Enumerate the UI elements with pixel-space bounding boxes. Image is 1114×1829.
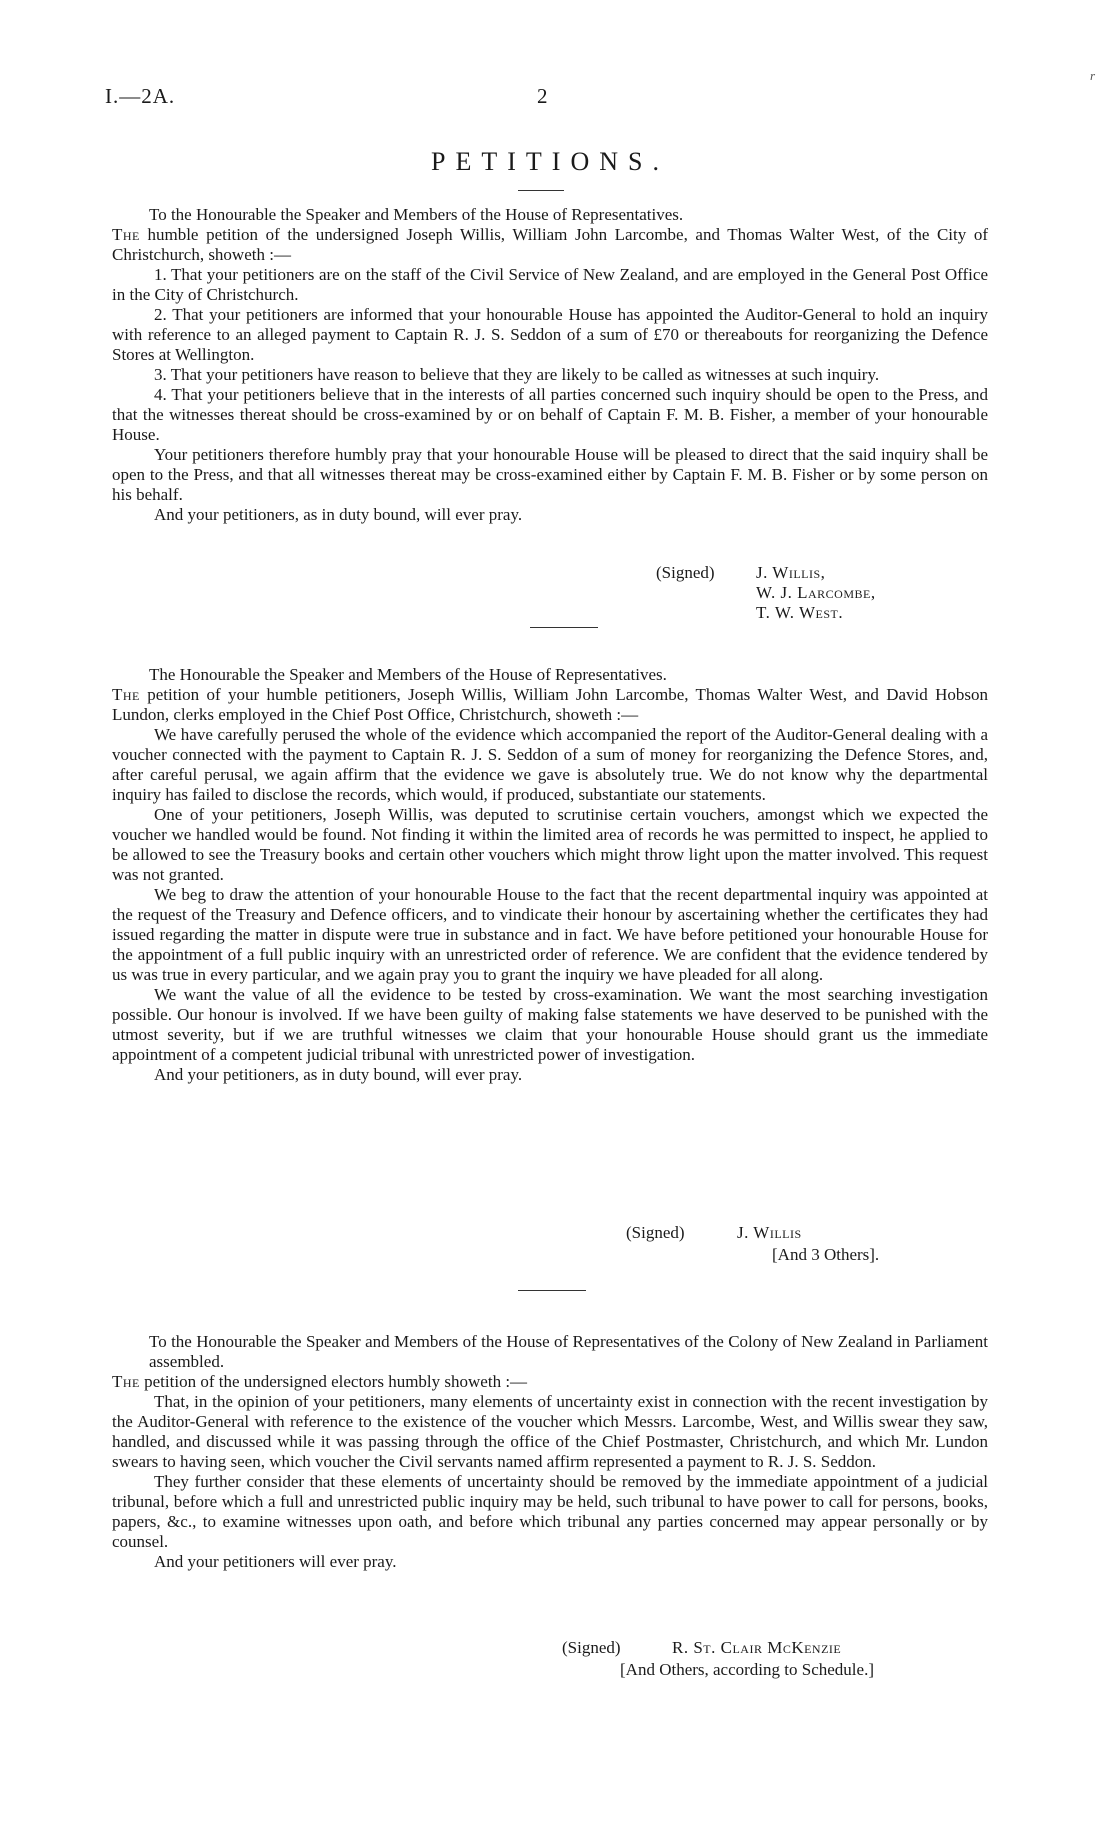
petition-3-signatory: R. St. Clair McKenzie [672,1638,842,1657]
petition-1-address: To the Honourable the Speaker and Members of the House of Representatives. [149,205,684,224]
petition-1-paragraph: Your petitioners therefore humbly pray that your honourable House will be pleased to direct that the said inquiry shall be open to the Press, and that all witnesses thereat may be cross-examined either by Captain F. M. B. Fisher or by some person on his behalf. [112,445,988,504]
petition-2-signatory: J. Willis [737,1223,802,1242]
petition-3-signed-label: (Signed) [562,1638,621,1657]
petition-1-paragraph: 3. That your petitioners have reason to believe that they are likely to be called as witnesses at such inquiry. [154,365,880,384]
petition-2-signed-label: (Signed) [626,1223,685,1242]
signatory: T. W. West. [756,603,844,622]
corner-mark: r [1090,68,1096,83]
petition-1-paragraph: 4. That your petitioners believe that in the interests of all parties concerned such inquiry should be open to the Press, and that the witnesses thereat should be cross-examined by or on behalf of Captain F. M. B. Fisher, a member of your honourable House. [112,385,988,444]
title-rule [518,190,564,191]
petition-3-paragraph: They further consider that these elements of uncertainty should be removed by the immediate appointment of a judicial tribunal, before which a full and unrestricted public inquiry may be held, such tribunal to have power to call for persons, books, papers, &c., to examine witnesses upon oath, and before which tribunal any parties concerned may appear personally or by counsel. [112,1472,988,1551]
petition-1-opening: The humble petition of the undersigned Joseph Willis, William John Larcombe, and Thomas Walter West, of the City of Christchurch, showeth :— [112,225,988,264]
petition-1-signatories [756,563,876,623]
petition-3 [112,1332,988,1572]
petition-2-others: [And 3 Others]. [772,1245,880,1264]
paper-reference: I.—2A. [105,84,176,108]
signatory: W. J. Larcombe, [756,583,876,602]
petition-2-address: The Honourable the Speaker and Members of the House of Representatives. [149,665,667,684]
page-header [105,84,988,110]
petition-2 [112,665,988,1085]
petition-1-paragraph: 2. That your petitioners are informed that your honourable House has appointed the Auditor-General to hold an inquiry with reference to an alleged payment to Captain R. J. S. Seddon of a sum of £70 or thereabouts for reorganizing the Defence Stores at Wellington. [112,305,988,364]
petition-3-address: To the Honourable the Speaker and Members of the House of Representatives of the Colony of New Zealand in Parliament assembled. [149,1332,988,1371]
section-rule [518,1290,586,1291]
petition-3-opening: The petition of the undersigned electors humbly showeth :— [112,1372,528,1391]
petition-2-paragraph: We beg to draw the attention of your honourable House to the fact that the recent departmental inquiry was appointed at the request of the Treasury and Defence officers, and to vindicate their honour by ascertaining whether the certificates they had issued regarding the matter in dispute were true in substance and in fact. We have before petitioned your honourable House for the appointment of a full public inquiry with an unrestricted order of reference. We are confident that the evidence tendered by us was true in every particular, and we again pray you to grant the inquiry we have pleaded for all along. [112,885,988,984]
petition-1 [112,205,988,525]
page-title: PETITIONS. [431,147,669,176]
petition-2-opening: The petition of your humble petitioners, Joseph Willis, William John Larcombe, Thomas Walter West, and David Hobson Lundon, clerks employed in the Chief Post Office, Christchurch, showeth :— [112,685,988,724]
petition-1-paragraph: And your petitioners, as in duty bound, will ever pray. [154,505,523,524]
petition-3-paragraph: That, in the opinion of your petitioners, many elements of uncertainty exist in connection with the recent investigation by the Auditor-General with reference to the existence of the voucher which Messrs. Larcombe, West, and Willis swear they saw, handled, and discussed while it was passing through the office of the Chief Postmaster, Christchurch, and which Mr. Lundon swears to having seen, which voucher the Civil servants named affirm represented a payment to R. J. S. Seddon. [112,1392,988,1471]
petition-3-others: [And Others, according to Schedule.] [620,1660,874,1679]
petition-2-paragraph: One of your petitioners, Joseph Willis, was deputed to scrutinise certain vouchers, amongst which we expected the voucher we handled would be found. Not finding it within the limited area of records he was permitted to inspect, he applied to be allowed to see the Treasury books and certain other vouchers which might throw light upon the matter involved. This request was not granted. [112,805,988,884]
page-number: 2 [537,84,548,108]
petition-2-paragraph: We want the value of all the evidence to be tested by cross-examination. We want the most searching investigation possible. Our honour is involved. If we have been guilty of making false statements we have deserved to be punished with the utmost severity, but if we are truthful witnesses we claim that your honourable House should grant us the immediate appointment of a competent judicial tribunal with unrestricted power of investigation. [112,985,988,1064]
petition-2-paragraph: We have carefully perused the whole of the evidence which accompanied the report of the Auditor-General dealing with a voucher connected with the payment to Captain R. J. S. Seddon of a sum of money for reorganizing the Defence Stores, and, after careful perusal, we again affirm that the evidence we gave is absolutely true. We do not know why the departmental inquiry has failed to disclose the records, which would, if produced, substantiate our statements. [112,725,988,804]
petition-1-paragraph: 1. That your petitioners are on the staff of the Civil Service of New Zealand, and are employed in the General Post Office in the City of Christchurch. [112,265,988,304]
petition-2-paragraph: And your petitioners, as in duty bound, will ever pray. [154,1065,523,1084]
section-rule [530,627,598,628]
signatory: J. Willis, [756,563,826,582]
petition-1-signed-label: (Signed) [656,563,715,582]
petition-3-paragraph: And your petitioners will ever pray. [154,1552,397,1571]
